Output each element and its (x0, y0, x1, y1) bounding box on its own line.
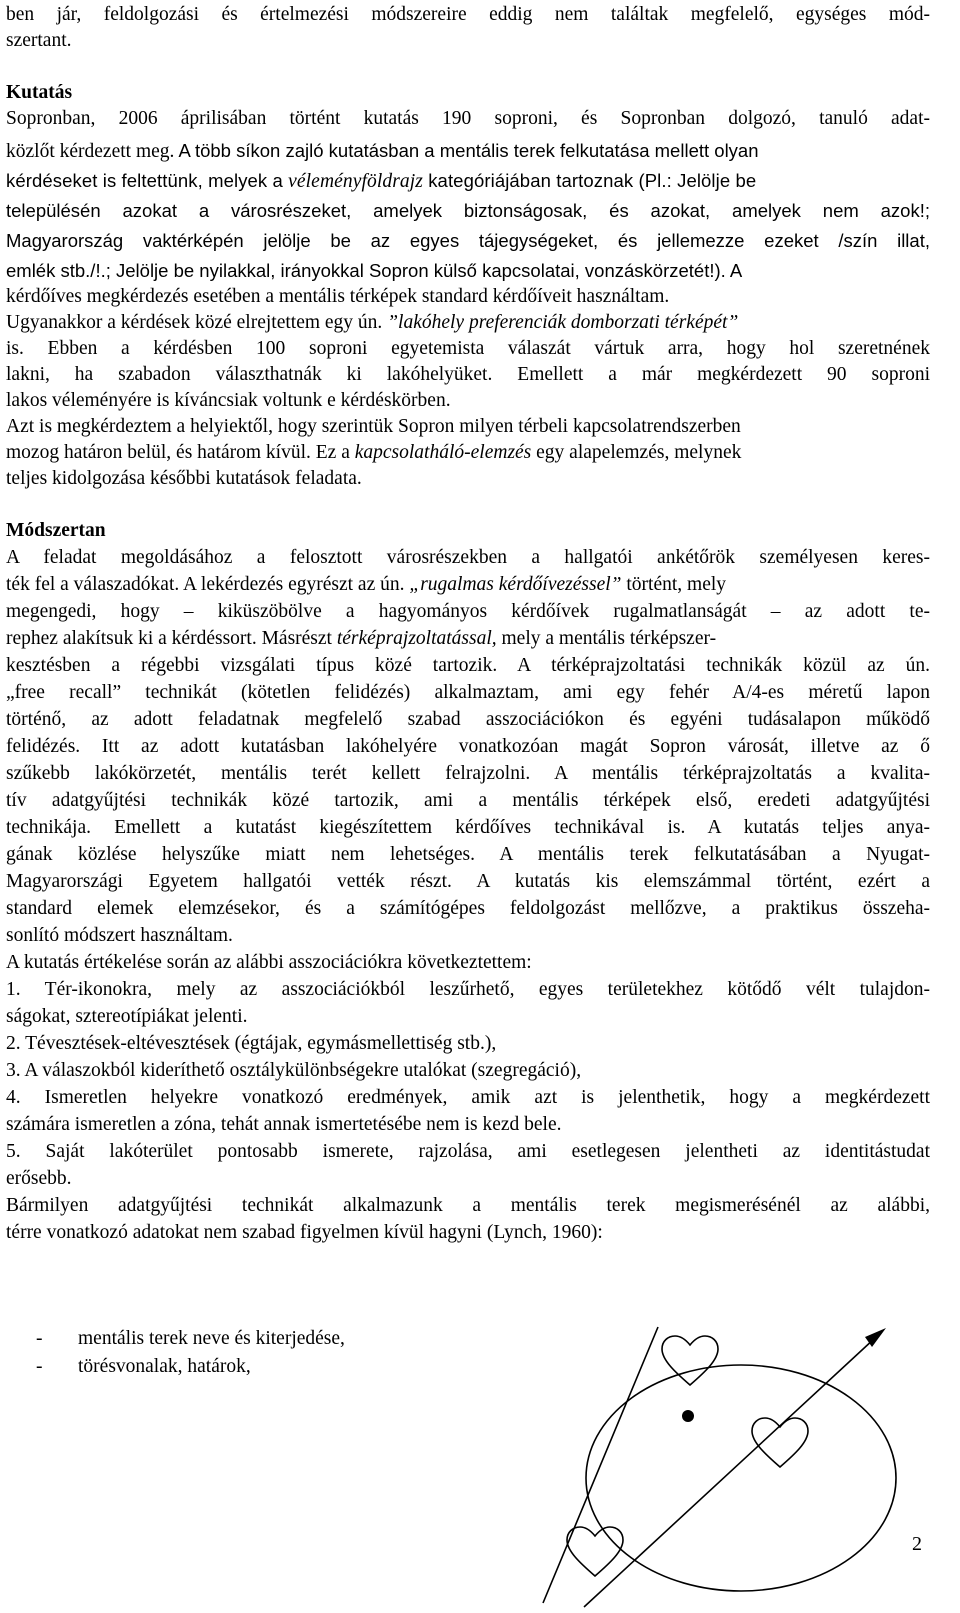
paragraph-line: standard elemek elemzésekor, és a számítógépes feldolgozást mellőzve, a praktikus összeha- (6, 898, 930, 919)
list-item: 1. Tér-ikonokra, mely az asszociációkból leszűrhető, egyes területekhez kötődő vélt tulajdon- (6, 979, 930, 1000)
paragraph-line: kesztésben a régebbi vizsgálati típus közé tartozik. A térképrajzoltatási technikák közül az ún. (6, 655, 930, 676)
paragraph-line: Azt is megkérdeztem a helyiektől, hogy szerintük Sopron milyen térbeli kapcsolatrendszerben (6, 416, 741, 437)
list-item: 2. Tévesztések-eltévesztések (égtájak, egymásmellettiség stb.), (6, 1033, 497, 1054)
paragraph-line: szertant. (6, 30, 72, 51)
paragraph-line: Bármilyen adatgyűjtési technikát alkalmazunk a mentális terek megismerésénél az alábbi, (6, 1195, 930, 1216)
section-heading-modszertan: Módszertan (6, 520, 106, 541)
paragraph-line: történő, az adott feladatnak megfelelő szabad asszociációkon és egyéni tudásalapon működő (6, 709, 930, 730)
paragraph-line: A feladat megoldásához a felosztott városrészekben a hallgatói ankétőrök személyesen keres- (6, 547, 930, 568)
area-ellipse (586, 1365, 896, 1591)
paragraph-line: felidézés. Itt az adott kutatásban lakóhelyére vonatkozóan magát Sopron városát, illetve az ő (6, 736, 930, 757)
heart-icon (567, 1527, 623, 1576)
section-heading-kutatas: Kutatás (6, 82, 73, 103)
paragraph-line: kérdéseket is feltettünk, melyek a véleményföldrajz kategóriájában tartoznak (Pl.: Jelölje be (6, 170, 757, 192)
paragraph-line: megengedi, hogy – kiküszöbölve a hagyományos kérdőívek rugalmatlanságát – az adott te- (6, 601, 930, 622)
list-item: erősebb. (6, 1168, 72, 1189)
paragraph-line: ben jár, feldolgozási és értelmezési módszereire eddig nem találtak megfelelő, egységes mód- (6, 4, 930, 25)
paragraph-line: teljes kidolgozása későbbi kutatások feladata. (6, 468, 362, 489)
page-number: 2 (912, 1533, 922, 1555)
paragraph-line: Magyarország vaktérképén jelölje be az egyes tájegységeket, és jellemezze ezeket /szín illat, (6, 230, 930, 251)
paragraph-line: „free recall” technikát (kötetlen felidézés) alkalmaztam, ami egy fehér A/4-es méretű lapon (6, 682, 930, 703)
paragraph-line: Magyarországi Egyetem hallgatói vették részt. A kutatás kis elemszámmal történt, ezért a (6, 871, 930, 892)
paragraph-line: gának közlése helyszűke miatt nem lehetséges. A mentális terek felkutatásában a Nyugat- (6, 844, 930, 865)
boundary-line (543, 1327, 658, 1603)
direction-line (584, 1338, 875, 1607)
paragraph-line: kérdőíves megkérdezés esetében a mentális térképek standard kérdőíveit használtam. (6, 286, 670, 307)
paragraph-line: emlék stb./!.; Jelölje be nyilakkal, irányokkal Sopron külső kapcsolatai, vonzáskörzetét!). A (6, 260, 743, 281)
paragraph-line: szűkebb lakókörzetét, mentális terét kellett felrajzolni. A mentális térképrajzoltatás a kvalita- (6, 763, 930, 784)
paragraph-line: is. Ebben a kérdésben 100 soproni egyetemista válaszát vártuk arra, hogy hol szeretnének (6, 338, 930, 359)
paragraph-line: térre vonatkozó adatokat nem szabad figyelmen kívül hagyni (Lynch, 1960): (6, 1222, 603, 1243)
paragraph-line: A kutatás értékelése során az alábbi asszociációkra következtettem: (6, 952, 532, 973)
paragraph-line: mozog határon belül, és határom kívül. Ez a kapcsolatháló-elemzés egy alapelemzés, melynek (6, 442, 742, 463)
list-item: 4. Ismeretlen helyekre vonatkozó eredmények, amik azt is jelenthetik, hogy a megkérdezett (6, 1087, 930, 1108)
mental-map-illustration (540, 1325, 930, 1613)
paragraph-line: ték fel a válaszadókat. A lekérdezés egyrészt az ún. „rugalmas kérdőívezéssel” történt, mely (6, 574, 727, 595)
paragraph-line: rephez alakítsuk ki a kérdéssort. Másrészt térképrajzoltatással, mely a mentális térképszer- (6, 628, 717, 649)
list-item: 5. Saját lakóterület pontosabb ismerete, rajzolása, ami esetlegesen jelentheti az identitástudat (6, 1141, 930, 1162)
paragraph-line: sonlító módszert használtam. (6, 925, 233, 946)
paragraph-line: tív adatgyűjtési technikák közé tartozik, ami a mentális térképek első, eredeti adatgyűjtési (6, 790, 930, 811)
paragraph-line: technikája. Emellett a kutatást kiegészítettem kérdőíves technikával is. A kutatás teljes anya- (6, 817, 930, 838)
bullet-item: - törésvonalak, határok, (36, 1356, 251, 1377)
list-item: 3. A válaszokból kideríthető osztálykülönbségekre utalókat (szegregáció), (6, 1060, 582, 1081)
center-dot (682, 1410, 694, 1422)
paragraph-line: Sopronban, 2006 áprilisában történt kutatás 190 soproni, és Sopronban dolgozó, tanuló adat- (6, 108, 930, 129)
paragraph-line: lakni, ha szabadon választhatnák ki lakóhelyüket. Emellett a már megkérdezett 90 soproni (6, 364, 930, 385)
paragraph-line: településén azokat a városrészeket, amelyek biztonságosak, és azokat, amelyek nem azok!; (6, 200, 930, 221)
paragraph-line: Ugyanakkor a kérdések közé elrejtettem egy ún. ”lakóhely preferenciák domborzati térképét” (6, 312, 739, 333)
list-item: ságokat, sztereotípiákat jelenti. (6, 1006, 248, 1027)
paragraph-line: közlőt kérdezett meg. A több síkon zajló kutatásban a mentális terek felkutatása mellett olyan (6, 140, 759, 162)
list-item: számára ismeretlen a zóna, tehát annak ismertetésébe nem is kezd bele. (6, 1114, 562, 1135)
bullet-item: - mentális terek neve és kiterjedése, (36, 1328, 345, 1349)
paragraph-line: lakos véleményére is kíváncsiak voltunk e kérdéskörben. (6, 390, 451, 411)
